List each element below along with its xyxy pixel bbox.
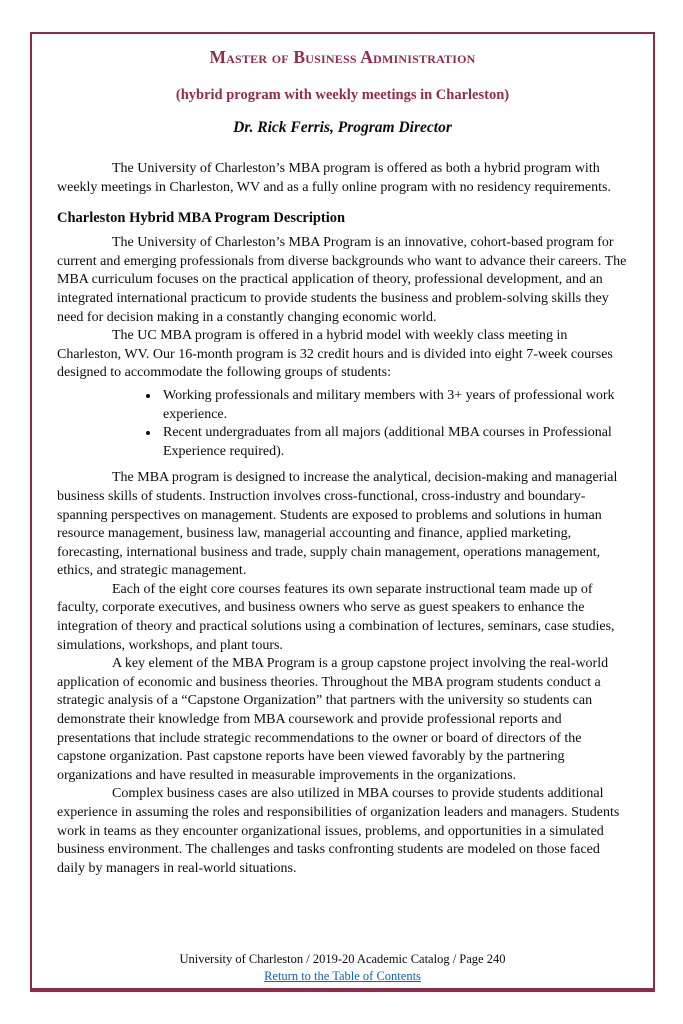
section-paragraph-6: Complex business cases are also utilized in MBA courses to provide students additional experience in assuming the roles and responsibilities of organization leaders and managers. Students work in teams as they encounter organizational issues, problems, and opportunities in a simulated business environment. The challenges and tasks confronting students are modeled on those faced daily by managers in real-world situations. bbox=[57, 786, 620, 876]
student-groups-list bbox=[57, 387, 628, 461]
section-paragraph-1: The University of Charleston’s MBA Program is an innovative, cohort-based program for current and emerging professionals from diverse backgrounds who want to advance their careers. The MBA curriculum focuses on the practical application of theory, professional development, and an integrated international practicum to provide students the business and problem-solving skills they need for decision making in a constantly changing economic world. bbox=[57, 235, 627, 325]
footer-citation: University of Charleston / 2019-20 Academic Catalog / Page 240 bbox=[179, 952, 506, 966]
list-item: • Working professionals and military members with 3+ years of professional work experience. bbox=[160, 387, 628, 424]
intro-paragraph: The University of Charleston’s MBA program is offered as both a hybrid program with weekly meetings in Charleston, WV and as a fully online program with no residency requirements. bbox=[57, 161, 611, 195]
program-subtitle: (hybrid program with weekly meetings in Charleston) bbox=[175, 87, 510, 103]
return-to-toc-link[interactable]: Return to the Table of Contents bbox=[264, 969, 421, 983]
program-director-line: Dr. Rick Ferris, Program Director bbox=[233, 119, 452, 136]
section-paragraph-4: Each of the eight core courses features its own separate instructional team made up of faculty, corporate executives, and business owners who serve as guest speakers to enhance the integration of theory and practical solutions using a combination of lectures, seminars, case studies, simulations, workshops, and plant tours. bbox=[57, 581, 615, 653]
page-frame bbox=[30, 32, 655, 992]
section-paragraph-2: The UC MBA program is offered in a hybrid model with weekly class meeting in Charleston, WV. Our 16-month program is 32 credit hours and is divided into eight 7-week courses designed to accommodate the following groups of students: bbox=[57, 328, 613, 381]
page-footer bbox=[32, 952, 653, 985]
section-paragraph-5: A key element of the MBA Program is a group capstone project involving the real-world application of economic and business theories. Throughout the MBA program students conduct a strategic analysis of a “Capstone Organization” that partners with the university so students can demonstrate their knowledge from MBA coursework and provide professional reports and presentations that include strategic recommendations to the owner or board of directors of the capstone organization. Past capstone reports have been viewed favorably by the partnering organizations and have resulted in measurable improvements in the organizations. bbox=[57, 656, 609, 783]
list-item: • Recent undergraduates from all majors (additional MBA courses in Professional Experience required). bbox=[160, 424, 628, 461]
body-text bbox=[57, 160, 628, 878]
section-heading: Charleston Hybrid MBA Program Description bbox=[57, 210, 346, 227]
page-title: Master of Business Administration bbox=[209, 47, 476, 67]
section-paragraph-3: The MBA program is designed to increase the analytical, decision-making and managerial business skills of students. Instruction involves cross-functional, cross-industry and boundary-spanning perspectives on management. Students are exposed to problems and solutions in human resource management, business law, managerial accounting and finance, applied marketing, forecasting, international business and trade, supply chain management, operations management, ethics, and strategic management. bbox=[57, 470, 618, 579]
